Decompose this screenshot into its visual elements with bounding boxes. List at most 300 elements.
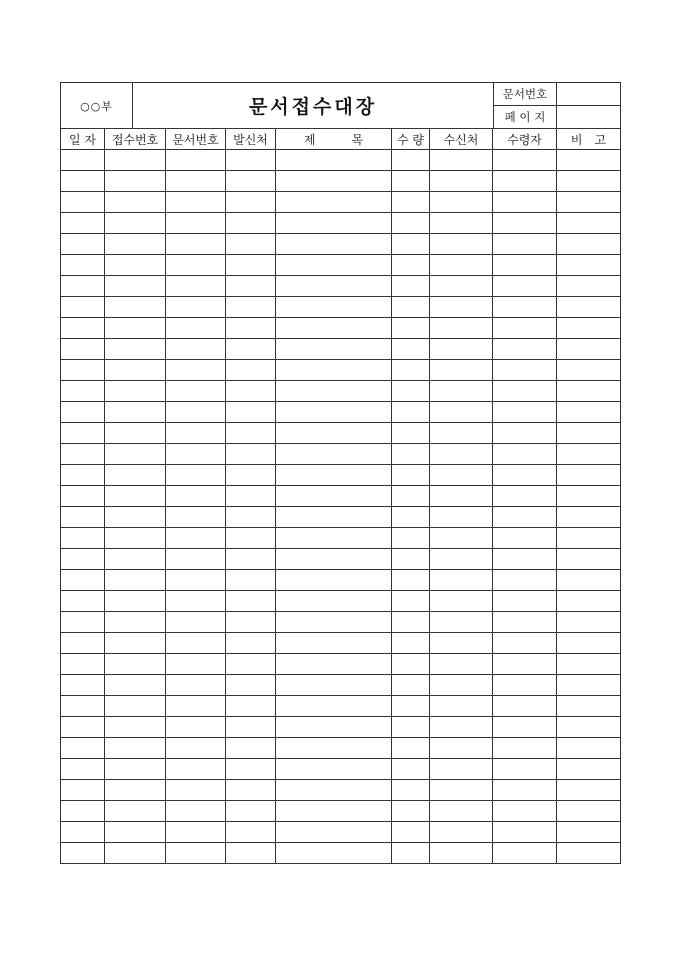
table-cell[interactable] [166,402,226,423]
table-cell[interactable] [166,381,226,402]
table-cell[interactable] [493,528,557,549]
table-cell[interactable] [392,297,430,318]
table-cell[interactable] [557,759,621,780]
table-cell[interactable] [392,465,430,486]
table-cell[interactable] [430,360,493,381]
table-cell[interactable] [166,507,226,528]
table-cell[interactable] [493,171,557,192]
table-cell[interactable] [105,612,166,633]
table-cell[interactable] [557,528,621,549]
table-cell[interactable] [61,549,105,570]
table-cell[interactable] [493,402,557,423]
table-cell[interactable] [276,381,392,402]
table-cell[interactable] [61,213,105,234]
table-cell[interactable] [166,780,226,801]
table-cell[interactable] [226,696,276,717]
table-cell[interactable] [105,549,166,570]
table-cell[interactable] [166,234,226,255]
table-cell[interactable] [105,759,166,780]
table-cell[interactable] [61,675,105,696]
table-cell[interactable] [430,780,493,801]
table-cell[interactable] [557,234,621,255]
table-cell[interactable] [276,654,392,675]
table-cell[interactable] [392,171,430,192]
table-cell[interactable] [166,612,226,633]
table-cell[interactable] [392,276,430,297]
table-cell[interactable] [430,381,493,402]
table-cell[interactable] [166,570,226,591]
table-cell[interactable] [557,570,621,591]
table-cell[interactable] [430,150,493,171]
table-cell[interactable] [276,612,392,633]
table-cell[interactable] [105,213,166,234]
table-cell[interactable] [61,318,105,339]
table-cell[interactable] [392,444,430,465]
table-cell[interactable] [557,801,621,822]
table-cell[interactable] [430,297,493,318]
table-cell[interactable] [105,570,166,591]
table-cell[interactable] [166,696,226,717]
table-cell[interactable] [166,801,226,822]
table-cell[interactable] [430,633,493,654]
table-cell[interactable] [105,360,166,381]
table-cell[interactable] [226,276,276,297]
table-cell[interactable] [557,150,621,171]
table-cell[interactable] [166,171,226,192]
table-cell[interactable] [226,675,276,696]
table-cell[interactable] [276,801,392,822]
table-cell[interactable] [226,843,276,864]
table-cell[interactable] [276,528,392,549]
table-cell[interactable] [226,402,276,423]
table-cell[interactable] [226,171,276,192]
table-cell[interactable] [392,822,430,843]
table-cell[interactable] [430,675,493,696]
table-cell[interactable] [493,675,557,696]
table-cell[interactable] [166,633,226,654]
table-cell[interactable] [226,801,276,822]
table-cell[interactable] [61,528,105,549]
table-cell[interactable] [226,780,276,801]
table-cell[interactable] [166,549,226,570]
table-cell[interactable] [61,465,105,486]
table-cell[interactable] [430,591,493,612]
table-cell[interactable] [557,486,621,507]
table-cell[interactable] [61,696,105,717]
table-cell[interactable] [61,402,105,423]
table-cell[interactable] [276,717,392,738]
table-cell[interactable] [61,360,105,381]
table-cell[interactable] [276,822,392,843]
table-cell[interactable] [166,738,226,759]
table-cell[interactable] [493,381,557,402]
table-cell[interactable] [392,150,430,171]
table-cell[interactable] [226,381,276,402]
table-cell[interactable] [166,318,226,339]
table-cell[interactable] [557,612,621,633]
table-cell[interactable] [226,360,276,381]
table-cell[interactable] [493,444,557,465]
table-cell[interactable] [557,696,621,717]
table-cell[interactable] [276,738,392,759]
table-cell[interactable] [493,738,557,759]
table-cell[interactable] [276,675,392,696]
table-cell[interactable] [105,633,166,654]
table-cell[interactable] [276,570,392,591]
table-cell[interactable] [557,444,621,465]
table-cell[interactable] [392,717,430,738]
table-cell[interactable] [226,549,276,570]
table-cell[interactable] [557,297,621,318]
table-cell[interactable] [430,822,493,843]
table-cell[interactable] [493,465,557,486]
table-cell[interactable] [493,570,557,591]
table-cell[interactable] [430,549,493,570]
table-cell[interactable] [166,528,226,549]
table-cell[interactable] [392,402,430,423]
table-cell[interactable] [276,234,392,255]
table-cell[interactable] [61,570,105,591]
table-cell[interactable] [276,843,392,864]
table-cell[interactable] [105,465,166,486]
table-cell[interactable] [276,780,392,801]
table-cell[interactable] [276,444,392,465]
table-cell[interactable] [392,738,430,759]
table-cell[interactable] [166,465,226,486]
table-cell[interactable] [493,507,557,528]
page-field[interactable] [557,106,621,129]
table-cell[interactable] [166,843,226,864]
doc-number-field[interactable] [557,83,621,106]
table-cell[interactable] [226,465,276,486]
table-cell[interactable] [276,591,392,612]
table-cell[interactable] [430,507,493,528]
table-cell[interactable] [392,780,430,801]
table-cell[interactable] [392,255,430,276]
table-cell[interactable] [557,738,621,759]
table-cell[interactable] [430,696,493,717]
table-cell[interactable] [166,150,226,171]
table-cell[interactable] [493,276,557,297]
table-cell[interactable] [276,633,392,654]
table-cell[interactable] [226,486,276,507]
table-cell[interactable] [430,843,493,864]
table-cell[interactable] [166,759,226,780]
table-cell[interactable] [557,255,621,276]
table-cell[interactable] [392,528,430,549]
table-cell[interactable] [226,654,276,675]
table-cell[interactable] [493,549,557,570]
table-cell[interactable] [61,276,105,297]
table-cell[interactable] [105,591,166,612]
table-cell[interactable] [557,318,621,339]
table-cell[interactable] [105,255,166,276]
table-cell[interactable] [276,759,392,780]
table-cell[interactable] [105,297,166,318]
table-cell[interactable] [61,255,105,276]
table-cell[interactable] [392,507,430,528]
table-cell[interactable] [392,213,430,234]
table-cell[interactable] [430,801,493,822]
table-cell[interactable] [61,444,105,465]
table-cell[interactable] [61,423,105,444]
table-cell[interactable] [226,591,276,612]
table-cell[interactable] [557,507,621,528]
table-cell[interactable] [557,360,621,381]
table-cell[interactable] [557,423,621,444]
table-cell[interactable] [493,486,557,507]
table-cell[interactable] [430,339,493,360]
table-cell[interactable] [557,843,621,864]
table-cell[interactable] [430,654,493,675]
table-cell[interactable] [276,465,392,486]
table-cell[interactable] [392,801,430,822]
table-cell[interactable] [493,318,557,339]
table-cell[interactable] [430,276,493,297]
table-cell[interactable] [557,822,621,843]
table-cell[interactable] [557,633,621,654]
table-cell[interactable] [105,381,166,402]
table-cell[interactable] [105,507,166,528]
table-cell[interactable] [226,717,276,738]
table-cell[interactable] [430,486,493,507]
table-cell[interactable] [105,528,166,549]
table-cell[interactable] [557,213,621,234]
table-cell[interactable] [61,801,105,822]
table-cell[interactable] [105,780,166,801]
table-cell[interactable] [557,339,621,360]
table-cell[interactable] [166,360,226,381]
table-cell[interactable] [166,675,226,696]
table-cell[interactable] [61,654,105,675]
table-cell[interactable] [392,360,430,381]
table-cell[interactable] [557,717,621,738]
table-cell[interactable] [430,444,493,465]
table-cell[interactable] [493,234,557,255]
table-cell[interactable] [557,276,621,297]
table-cell[interactable] [276,297,392,318]
table-cell[interactable] [493,591,557,612]
table-cell[interactable] [493,423,557,444]
table-cell[interactable] [105,444,166,465]
table-cell[interactable] [276,360,392,381]
table-cell[interactable] [430,213,493,234]
table-cell[interactable] [105,801,166,822]
table-cell[interactable] [166,717,226,738]
table-cell[interactable] [557,780,621,801]
table-cell[interactable] [226,423,276,444]
table-cell[interactable] [61,381,105,402]
table-cell[interactable] [61,150,105,171]
table-cell[interactable] [105,192,166,213]
table-cell[interactable] [166,444,226,465]
table-cell[interactable] [61,192,105,213]
table-cell[interactable] [392,486,430,507]
table-cell[interactable] [392,423,430,444]
table-cell[interactable] [61,633,105,654]
table-cell[interactable] [105,486,166,507]
table-cell[interactable] [493,255,557,276]
table-cell[interactable] [61,486,105,507]
table-cell[interactable] [557,381,621,402]
table-cell[interactable] [61,843,105,864]
table-cell[interactable] [226,528,276,549]
table-cell[interactable] [493,213,557,234]
table-cell[interactable] [392,381,430,402]
table-cell[interactable] [392,570,430,591]
table-cell[interactable] [430,402,493,423]
table-cell[interactable] [493,696,557,717]
table-cell[interactable] [226,213,276,234]
table-cell[interactable] [557,549,621,570]
table-cell[interactable] [276,276,392,297]
table-cell[interactable] [493,843,557,864]
table-cell[interactable] [166,276,226,297]
table-cell[interactable] [166,486,226,507]
table-cell[interactable] [166,255,226,276]
table-cell[interactable] [392,192,430,213]
table-cell[interactable] [276,318,392,339]
table-cell[interactable] [557,654,621,675]
table-cell[interactable] [392,843,430,864]
table-cell[interactable] [226,234,276,255]
table-cell[interactable] [430,570,493,591]
table-cell[interactable] [105,843,166,864]
table-cell[interactable] [61,234,105,255]
table-cell[interactable] [557,675,621,696]
table-cell[interactable] [493,297,557,318]
table-cell[interactable] [276,507,392,528]
table-cell[interactable] [226,759,276,780]
table-cell[interactable] [166,339,226,360]
table-cell[interactable] [105,276,166,297]
table-cell[interactable] [430,255,493,276]
table-cell[interactable] [430,738,493,759]
table-cell[interactable] [61,297,105,318]
table-cell[interactable] [226,612,276,633]
table-cell[interactable] [61,507,105,528]
table-cell[interactable] [105,717,166,738]
table-cell[interactable] [226,192,276,213]
table-cell[interactable] [276,549,392,570]
table-cell[interactable] [493,633,557,654]
table-cell[interactable] [430,465,493,486]
table-cell[interactable] [61,171,105,192]
table-cell[interactable] [276,402,392,423]
table-cell[interactable] [392,549,430,570]
table-cell[interactable] [392,612,430,633]
table-cell[interactable] [493,759,557,780]
table-cell[interactable] [61,822,105,843]
table-cell[interactable] [61,738,105,759]
table-cell[interactable] [493,654,557,675]
table-cell[interactable] [226,738,276,759]
table-cell[interactable] [61,339,105,360]
table-cell[interactable] [61,612,105,633]
table-cell[interactable] [105,234,166,255]
table-cell[interactable] [166,213,226,234]
table-cell[interactable] [166,192,226,213]
table-cell[interactable] [430,192,493,213]
table-cell[interactable] [276,486,392,507]
table-cell[interactable] [276,192,392,213]
table-cell[interactable] [430,717,493,738]
table-cell[interactable] [105,423,166,444]
table-cell[interactable] [226,507,276,528]
table-cell[interactable] [166,591,226,612]
table-cell[interactable] [226,150,276,171]
table-cell[interactable] [392,234,430,255]
table-cell[interactable] [276,171,392,192]
table-cell[interactable] [276,696,392,717]
table-cell[interactable] [226,822,276,843]
table-cell[interactable] [493,360,557,381]
table-cell[interactable] [105,654,166,675]
table-cell[interactable] [61,759,105,780]
table-cell[interactable] [226,339,276,360]
table-cell[interactable] [493,801,557,822]
table-cell[interactable] [557,192,621,213]
table-cell[interactable] [392,339,430,360]
table-cell[interactable] [166,297,226,318]
table-cell[interactable] [557,465,621,486]
table-cell[interactable] [105,318,166,339]
table-cell[interactable] [430,612,493,633]
table-cell[interactable] [166,423,226,444]
table-cell[interactable] [493,612,557,633]
table-cell[interactable] [430,318,493,339]
table-cell[interactable] [166,654,226,675]
table-cell[interactable] [105,402,166,423]
table-cell[interactable] [226,444,276,465]
table-cell[interactable] [493,150,557,171]
table-cell[interactable] [105,339,166,360]
table-cell[interactable] [276,255,392,276]
table-cell[interactable] [392,696,430,717]
table-cell[interactable] [276,213,392,234]
table-cell[interactable] [105,696,166,717]
table-cell[interactable] [557,402,621,423]
table-cell[interactable] [493,717,557,738]
table-cell[interactable] [276,423,392,444]
table-cell[interactable] [392,654,430,675]
table-cell[interactable] [61,780,105,801]
table-cell[interactable] [105,675,166,696]
table-cell[interactable] [430,171,493,192]
table-cell[interactable] [226,318,276,339]
table-cell[interactable] [61,591,105,612]
table-cell[interactable] [392,318,430,339]
table-cell[interactable] [430,423,493,444]
table-cell[interactable] [493,192,557,213]
table-cell[interactable] [392,759,430,780]
table-cell[interactable] [392,633,430,654]
table-cell[interactable] [392,675,430,696]
table-cell[interactable] [226,255,276,276]
table-cell[interactable] [493,780,557,801]
table-cell[interactable] [226,297,276,318]
table-cell[interactable] [166,822,226,843]
table-cell[interactable] [105,171,166,192]
table-cell[interactable] [276,150,392,171]
table-cell[interactable] [493,822,557,843]
table-cell[interactable] [557,591,621,612]
table-cell[interactable] [105,738,166,759]
table-cell[interactable] [276,339,392,360]
table-cell[interactable] [392,591,430,612]
table-cell[interactable] [430,759,493,780]
table-cell[interactable] [430,528,493,549]
